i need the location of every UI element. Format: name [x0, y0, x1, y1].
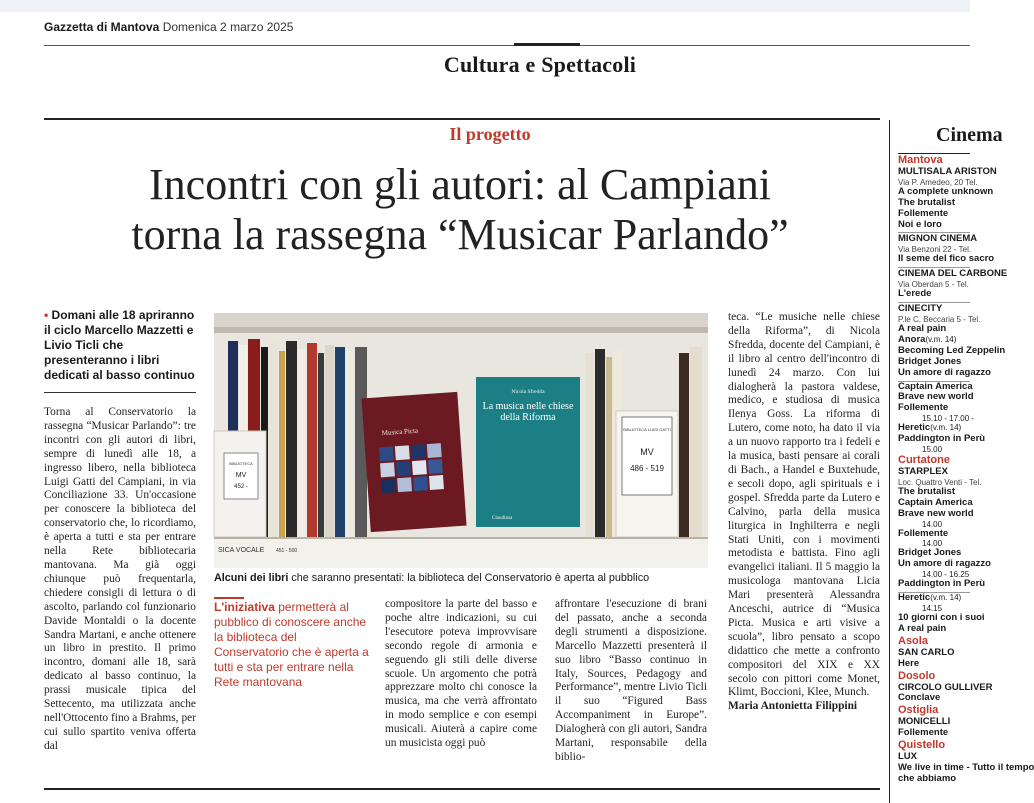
library-photo: [214, 313, 708, 568]
summary-bullet: •: [44, 308, 49, 322]
body-column-1: Torna al Conservatorio la rassegna “Musicar Parlando”: tre incontri con gli autori di libri, sempre di lunedì alle 18, a ingresso libero, nella biblioteca Luigi Gatti del Campiani, in via Conciliazione 33. Un'occasione per conoscere la biblioteca del conservatorio che, lo ricordiamo, è aperta a tutti e sta per entrare nella Rete bibliotecaria mantovana. Ma già oggi chiunque può frequentarla, chiedere consigli di lettura o di ascolto, parlando col funzionario Davide Montaldi o la docente Sandra Martani, e anche ottenere un libro in prestito. Il primo incontro, domani alle 18, sarà dedicato al basso continuo, la prassi musicale tipica del Settecento, ma utilizzata anche nell'Ottocento fino a Brahms, per cui sullo spartito veniva offerta dal: [44, 406, 196, 752]
cinema-address-text: Loc. Quattro Venti - Tel.: [898, 477, 982, 487]
cinema-town-text: Mantova: [898, 154, 943, 166]
cinema-film-text: Conclave: [898, 692, 941, 704]
cinema-film-text: Becoming Led Zeppelin: [898, 344, 1006, 356]
cinema-film-text: The brutalist: [898, 196, 956, 208]
top-band: [0, 0, 970, 12]
cinema-film-text: We live in time - Tutto il tempo: [898, 761, 1034, 773]
cinema-film: [898, 693, 970, 704]
cinema-film-text: Here: [898, 657, 920, 669]
section-marker: [514, 43, 580, 46]
cinema-film: [898, 659, 970, 670]
cinema-town: [898, 455, 970, 466]
cinema-film: [898, 529, 970, 540]
cinema-address-text: P.le C. Beccaria 5 - Tel.: [898, 314, 981, 324]
masthead: [44, 20, 293, 34]
cinema-film-text: Anora: [898, 333, 926, 345]
cinema-film: [898, 774, 970, 785]
cinema-film-text: Un amore di ragazzo: [898, 558, 991, 570]
cinema-film-text: A complete unknown: [898, 185, 994, 197]
cinema-film: [898, 289, 970, 300]
book2-title: La musica nelle chiese della Riforma: [482, 401, 574, 423]
shelf-num: 451 - 500: [276, 548, 298, 554]
cinema-film-text: Captain America: [898, 380, 973, 392]
cinema-showtimes-text: 14.00: [922, 519, 943, 529]
cinema-venue-text: CINECITY: [898, 303, 943, 315]
cinema-film-text: Un amore di ragazzo: [898, 366, 991, 378]
summary-rule: [44, 392, 196, 393]
cinema-town: [898, 155, 970, 166]
book1-title: Musica Picta: [381, 426, 419, 438]
body-column-4-text: teca. “Le musiche nelle chiese della Riforma”, di Nicola Sfredda, docente del Campiani, è il libro al centro dell'incontro di lunedì 24 marzo. Con lui dialogherà la pastora valdese, medico, e studiosa di musica Ilenya Goss. La riforma di Lutero, come noto, ha dato il via a un nuovo rapporto tra i fedeli e la musica, basti pensare ai corali di Bach., a Handel e Buxtehude, e secoli dopo, agli spirituals e i gospel. Sfredda parte da Lutero e Calvino, parla della musica liturgica in Inghilterra e negli Stati Uniti, con i movimenti metodista e battista. Fino agli evangelici italiani. Il 5 maggio la musicologa mantovana Licia Mari presenterà Alessandra Anceschi, autrice di “Musica Picta. Musica e arti visive a scuola”, libro pensato a scopo didattico che mette a confronto compositori del XIX e XX secolo con pittori come Monet, Klimt, Boccioni, Klee, Munch.: [728, 311, 880, 699]
cinema-film-rating: (v.m. 14): [925, 334, 957, 344]
body-column-2: compositore la parte del basso e poche altre indicazioni, su cui l'esecutore poteva improvvisare secondo regole di armonia e seguendo gli stili delle diverse scuole. Un argomento che potrà apprezzare molto chi conosce la musica, ma che verrà affrontato in modo semplice e con esempi musicali. Aiuterà a capire come un musicista oggi può: [385, 598, 537, 750]
cinema-film-text: Bridget Jones: [898, 355, 962, 367]
cinema-film: [898, 624, 970, 635]
label-left-num: 452 -: [234, 484, 248, 490]
headline-line-2: torna la rassegna “Musicar Parlando”: [131, 210, 789, 259]
body-column-3: affrontare l'esecuzione di brani del passato, anche a seconda degli strumenti a disposizione. Marcello Mazzetti presenterà il suo libro “Basso continuo in Italy, Sources, Pedagogy and Performance”, mentre Livio Ticli il suo “Figured Bass Accompaniment in Europe”. Dialogherà con gli autori, Sandra Martani, responsabile della biblio-: [555, 598, 707, 763]
caption-lead: Alcuni dei libri: [214, 572, 289, 584]
cinema-venue-text: SAN CARLO: [898, 646, 955, 658]
label-left-code: MV: [235, 472, 247, 479]
cinema-film-text: Follemente: [898, 727, 949, 739]
cinema-film: [898, 507, 974, 520]
pullquote-text: permetterà al pubblico di conoscere anche la biblioteca del Conservatorio che è aperta a tutti e sta per entrare nella Rete mantovana: [214, 600, 369, 689]
shelf-label: SICA VOCALE: [218, 547, 265, 554]
cinema-title: Cinema: [936, 124, 1003, 146]
cinema-film-text: A real pain: [898, 623, 947, 634]
cinema-venue-text: MIGNON CINEMA: [898, 233, 978, 245]
cinema-film-text: Follemente: [898, 402, 949, 414]
section-title: Cultura e Spettacoli: [443, 52, 637, 77]
cinema-film-text: Il seme del fico sacro: [898, 253, 995, 265]
article-summary: [44, 308, 196, 383]
cinema-showtimes-text: 15.10 - 17.00 -: [922, 414, 975, 424]
cinema-film-rating: (v.m. 14): [930, 593, 962, 603]
cinema-film-text: Paddington in Perù: [898, 578, 986, 590]
pullquote: [214, 600, 370, 690]
cinema-showtimes: [898, 445, 970, 454]
cinema-town-text: Ostiglia: [898, 704, 939, 717]
cinema-film-text: Heretic: [898, 592, 931, 604]
cinema-film-text: che abbiamo: [898, 772, 957, 784]
body-column-4: [728, 311, 880, 714]
cinema-venue: [898, 165, 997, 178]
cinema-venue-text: MONICELLI: [898, 716, 951, 728]
cinema-showtimes-text: 14.00 - 16.25: [922, 570, 970, 580]
cinema-town-text: Curtatone: [898, 454, 950, 467]
cinema-venue: [898, 233, 978, 245]
cinema-film: [898, 558, 991, 570]
cinema-address-text: Via Oberdan 5 - Tel.: [898, 280, 969, 290]
cinema-film-rating: (v.m. 14): [930, 423, 962, 433]
headline-line-1: Incontri con gli autori: al Campiani: [149, 160, 771, 209]
cinema-film: [898, 433, 986, 445]
cinema-film: [898, 728, 970, 739]
cinema-list: [898, 154, 1034, 785]
cinema-venue: [898, 304, 970, 315]
cinema-film-text: Noi e loro: [898, 218, 942, 230]
book-la-musica-nelle-chiese: [476, 377, 580, 527]
file-box-left: [214, 431, 266, 537]
author-signature: Maria Antonietta Filippini: [728, 700, 858, 713]
cinema-showtimes-text: 15.00: [922, 445, 943, 455]
cinema-venue-text: STARPLEX: [898, 465, 948, 477]
cinema-film-text: Captain America: [898, 496, 973, 508]
cinema-venue-text: CIRCOLO GULLIVER: [898, 681, 993, 693]
book2-author: Nicola Sfredda: [511, 389, 545, 395]
cinema-address-text: Via P. Amedeo, 20 Tel.: [898, 177, 978, 187]
cinema-venue-text: CINEMA DEL CARBONE: [898, 268, 1008, 280]
cinema-venue: [898, 467, 970, 478]
label-left-top: BIBLIOTECA: [229, 461, 253, 466]
cinema-town: [898, 636, 970, 647]
cinema-film-text: A real pain: [898, 322, 947, 334]
cinema-town-text: Dosolo: [898, 669, 936, 682]
file-box-right: [616, 411, 678, 537]
top-rule: [44, 45, 970, 46]
cinema-film: [898, 220, 970, 231]
cinema-venue-text: MULTISALA ARISTON: [898, 165, 997, 177]
book2-publisher: Claudiana: [492, 516, 513, 521]
cinema-film-text: Brave new world: [898, 507, 974, 519]
label-right-code: MV: [640, 447, 654, 457]
cinema-showtimes-text: 14.00: [922, 539, 943, 549]
caption-text: che saranno presentati: la biblioteca del Conservatorio è aperta al pubblico: [288, 572, 650, 584]
cinema-listings: [889, 120, 1034, 803]
cinema-town-text: Asola: [898, 634, 928, 647]
issue-date: Domenica 2 marzo 2025: [162, 20, 294, 34]
cinema-town: [898, 671, 970, 682]
cinema-film: [898, 593, 970, 604]
label-right-num: 486 - 519: [630, 464, 664, 473]
cinema-town: [898, 740, 970, 751]
cinema-address-text: Via Benzoni 22 - Tel.: [898, 245, 972, 255]
cinema-film-text: Paddington in Perù: [898, 433, 986, 445]
article-kicker: Il progetto: [449, 124, 531, 144]
photo-caption: [214, 572, 708, 585]
cinema-venue-text: LUX: [898, 750, 917, 762]
cinema-film: [898, 366, 991, 379]
bookshelf-illustration: [214, 313, 708, 568]
cinema-film-text: L'erede: [898, 288, 932, 300]
cinema-film-text: Bridget Jones: [898, 547, 962, 559]
cinema-town: [898, 705, 970, 716]
cinema-film-text: The brutalist: [898, 485, 956, 497]
cinema-film-text: 10 giorni con i suoi: [898, 612, 985, 624]
summary-text: Domani alle 18 apriranno il ciclo Marcello Mazzetti e Livio Ticli che presenteranno i libri dedicati al basso continuo: [44, 308, 195, 382]
book-musica-picta: [361, 392, 466, 532]
cinema-film: [898, 403, 970, 414]
cinema-film-text: Follemente: [898, 207, 949, 219]
cinema-film-text: Heretic: [898, 422, 931, 434]
cinema-film: [898, 253, 995, 265]
cinema-film-text: Follemente: [898, 527, 949, 539]
label-right-top: BIBLIOTECA LUIGI GATTI: [623, 427, 671, 432]
article-headline: [60, 160, 860, 260]
pullquote-rule: [214, 597, 244, 599]
cinema-showtimes-text: 14.15: [922, 604, 943, 614]
article-bottom-rule: [44, 788, 880, 790]
pullquote-lead: L'iniziativa: [214, 600, 275, 614]
newspaper-name: Gazzetta di Mantova: [44, 20, 160, 34]
article-top-rule: [44, 118, 880, 120]
cinema-film-text: Brave new world: [898, 391, 974, 403]
cinema-film: [898, 578, 986, 590]
cinema-venue: [898, 268, 1008, 280]
cinema-town-text: Quistello: [898, 739, 946, 752]
